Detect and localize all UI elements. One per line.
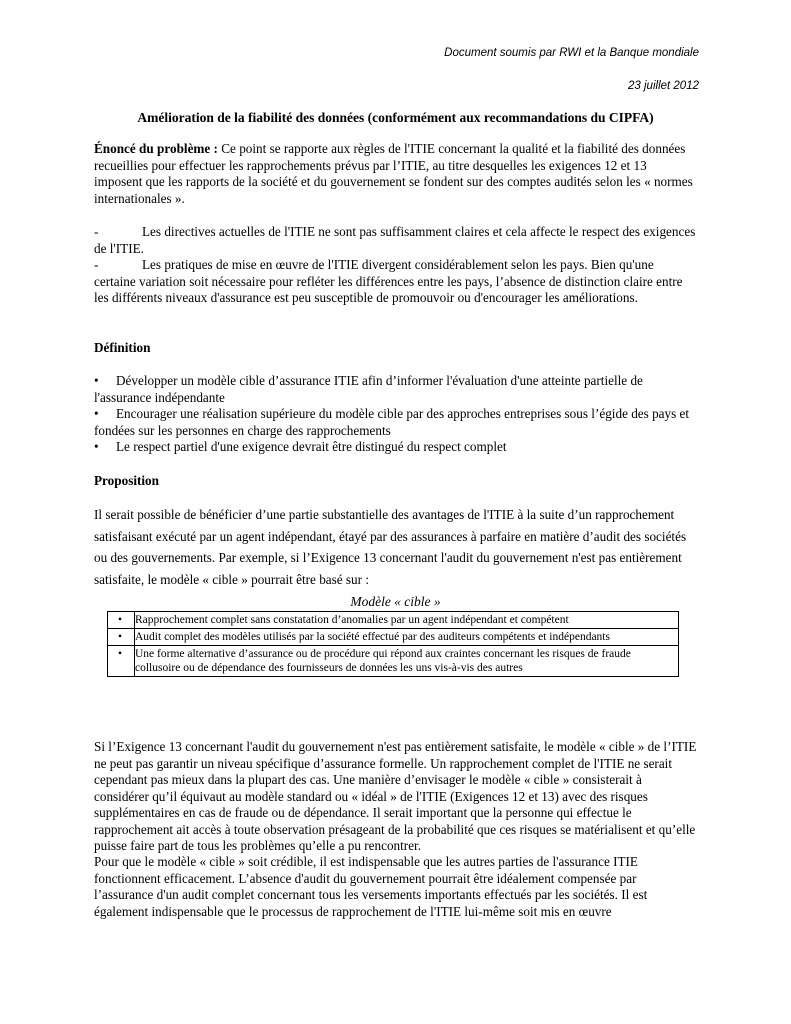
table-row: [108, 612, 679, 629]
problem-statement: [94, 141, 698, 207]
document-title: Amélioration de la fiabilité des données (conformément aux recommandations du CIPFA): [137, 110, 654, 125]
paragraph: Pour que le modèle « cible » soit crédible, il est indispensable que les autres parties de l'assurance ITIE fonctionnent efficacement. L’absence d'audit du gouvernement pourrait être idéalement compensée par l’assurance d'un audit complet concernant tous les versements importants effectués par les sociétés. Il est également indispensable que le processus de rapprochement de l'ITIE lui-même soit mis en œuvre: [94, 854, 648, 919]
model-title: Modèle « cible »: [350, 594, 441, 609]
definition-item: [94, 406, 698, 439]
table-row: [108, 629, 679, 646]
definition-item-text: Encourager une réalisation supérieure du modèle cible par des approches entreprises sous l’égide des pays et fondées sur les personnes en charge des rapprochements: [94, 406, 690, 438]
table-bullet: •: [108, 629, 135, 646]
header-date: 23 juillet 2012: [628, 80, 699, 92]
dash-item-text: Les pratiques de mise en œuvre de l'ITIE divergent considérablement selon les pays. Bien qu'une certaine variation soit nécessaire pour refléter les différences entre les pays, l’absence de distinction claire entre les différents niveaux d'assurance est peu susceptible de promouvoir ou d'encourager les améliorations.: [94, 257, 683, 305]
dash-item: [94, 257, 698, 307]
dash-list: [94, 224, 698, 307]
definition-item-text: Développer un modèle cible d’assurance ITIE afin d’informer l'évaluation d'une atteinte partielle de l'assurance indépendante: [94, 373, 643, 405]
table-bullet: •: [108, 646, 135, 677]
problem-statement-label: Énoncé du problème :: [94, 141, 218, 156]
table-cell-text: Rapprochement complet sans constatation d’anomalies par un agent indépendant et compétent: [135, 612, 679, 629]
problem-statement-text: Ce point se rapporte aux règles de l'ITIE concernant la qualité et la fiabilité des données recueillies pour effectuer les rapprochements prévus par l’ITIE, au titre desquelles les exigences 12 et 13 imposent que les rapports de la société et du gouvernement se fondent sur des comptes audités selon les « normes internationales ».: [94, 141, 693, 206]
definition-item: [94, 373, 698, 406]
definition-list: [94, 373, 698, 456]
dash-item-text: Les directives actuelles de l'ITIE ne sont pas suffisamment claires et cela affecte le respect des exigences de l'ITIE.: [94, 224, 696, 256]
table-cell-text: Une forme alternative d’assurance ou de procédure qui répond aux craintes concernant les risques de fraude collusoire ou de dépendance des fournisseurs de données les uns vis-à-vis des autres: [135, 646, 679, 677]
definition-item: [94, 439, 698, 456]
definition-heading: Définition: [94, 340, 151, 355]
definition-item-text: Le respect partiel d'une exigence devrait être distingué du respect complet: [116, 439, 507, 454]
table-row: [108, 646, 679, 677]
model-table: [107, 611, 679, 677]
dash-marker: -: [94, 224, 99, 239]
table-bullet: •: [108, 612, 135, 629]
proposition-text: Il serait possible de bénéficier d’une partie substantielle des avantages de l'ITIE à la suite d’un rapprochement satisfaisant exécuté par un agent indépendant, étayé par des assurances à parfaire en matière d’audit des sociétés ou des gouvernements. Par exemple, si l’Exigence 13 concernant l'audit du gouvernement n'est pas entièrement satisfaite, le modèle « cible » pourrait être basé sur :: [94, 507, 687, 587]
dash-marker: -: [94, 257, 99, 272]
bullet-marker: •: [94, 406, 99, 421]
bullet-marker: •: [94, 373, 99, 388]
paragraph: Si l’Exigence 13 concernant l'audit du gouvernement n'est pas entièrement satisfaite, le modèle « cible » de l’ITIE ne peut pas garantir un niveau spécifique d’assurance formelle. Un rapprochement complet de l'ITIE ne serait cependant pas mieux dans la plupart des cas. Une manière d’envisager le modèle « cible » consisterait à considérer qu’il équivaut au modèle standard ou « idéal » de l'ITIE (Exigences 12 et 13) avec des risques supplémentaires en cas de fraude ou de dépendance. Il serait important que la personne qui effectue le rapprochement ait accès à toute observation présageant de la probabilité que ces risques se matérialisent et qu’elle puisse faire part de tous les problèmes qu’elle a pu rencontrer.: [94, 739, 697, 853]
dash-item: [94, 224, 698, 257]
bullet-marker: •: [94, 439, 99, 454]
header-submitted-by: Document soumis par RWI et la Banque mondiale: [444, 47, 699, 59]
table-cell-text: Audit complet des modèles utilisés par la société effectué par des auditeurs compétents et indépendants: [135, 629, 679, 646]
proposition-heading: Proposition: [94, 473, 159, 488]
